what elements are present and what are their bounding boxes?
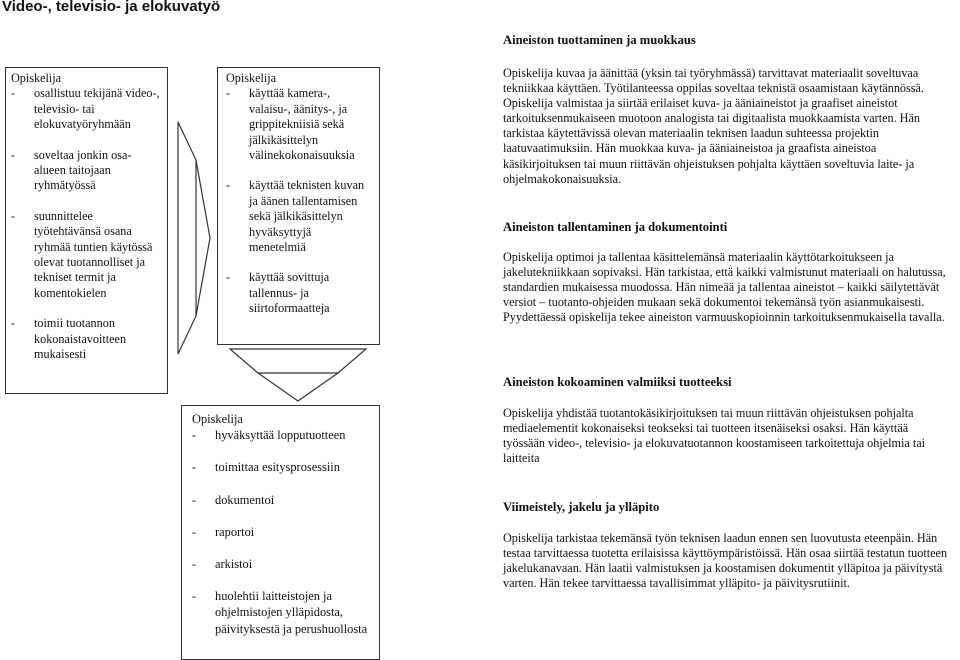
box-2-list: [226, 86, 371, 316]
box-3-heading: Opiskelija: [192, 412, 243, 426]
box-1-list: [11, 86, 162, 362]
section-heading-storage: Aineiston tallentaminen ja dokumentointi: [503, 220, 728, 234]
list-item: - huolehtii laitteistojen ja ohjelmistojen ylläpidosta, päivityksestä ja perushuollosta: [192, 588, 369, 637]
list-item: - toimittaa esitysprosessiin: [192, 459, 369, 475]
arrow-down-icon: [228, 347, 368, 403]
section-text-assembly: Opiskelija yhdistää tuotantokäsikirjoituksen tai muun riittävän ohjeistuksen pohjalta mediaelementit kokonaiseksi teokseksi tai tuotteen itsenäiseksi osaksi. Hän käyttää työssään video-, televisio- ja elokuvatuotannon koostamiseen tarkoitettuja ohjelmia tai laitteita: [503, 406, 926, 466]
section-text-finishing: Opiskelija tarkistaa tekemänsä työn teknisen laadun ennen sen luovutusta eteenpäin. Hän testaa tarvittaessa tuotetta erilaisissa käyttöympäristöissä. Hän osaa siirtää testatun tuotteen jakelukanavaan. Hän laatii valmistuksen ja koostamisen dokumentit ylläpitoa ja päivitystä varten. Hän tekee tarvittaessa tavallisimmat ylläpito- ja päivitysrutiinit.: [503, 531, 948, 591]
list-item: - raportoi: [192, 524, 369, 540]
arrow-right-icon: [176, 120, 212, 356]
box-3-list: [192, 427, 369, 637]
box-1-heading: Opiskelija: [11, 71, 62, 85]
list-item: - arkistoi: [192, 556, 369, 572]
list-item: - hyväksyttää lopputuotteen: [192, 427, 369, 443]
section-heading-assembly: Aineiston kokoaminen valmiiksi tuotteeksi: [503, 375, 732, 389]
list-item: - käyttää kamera-, valaisu-, äänitys-, ja grippitekniisiä sekä jälkikäsittelyn välinekokonaisuuksia: [226, 86, 371, 163]
page-title: Video-, televisio- ja elokuvatyö: [2, 0, 221, 15]
section-heading-production: Aineiston tuottaminen ja muokkaus: [503, 33, 696, 47]
list-item: - osallistuu tekijänä video-, televisio- tai elokuvatyöryhmään: [11, 86, 162, 132]
section-text-production: Opiskelija kuvaa ja äänittää (yksin tai työryhmässä) tarvittavat materiaalit soveltuvaa tekniikkaa käyttäen. Työtilanteessa oppilas soveltaa teknistä osaamistaan käytännössä. Opiskelija valmistaa ja siirtää erilaiset kuva- ja ääniaineistot ja graafiset aineistot tarkoituksenmukaiseen muotoon analogista tai digitaalista muokkaamista varten. Hän tarkistaa käytettävissä olevan materiaalin teknisen laadun suhteessa projektin laatuvaatimuksiin. Hän muokkaa kuva- ja ääniaineistoa ja graafista aineistoa käsikirjoituksen tai muun riittävän ohjeistuksen pohjalta käyttäen soveltuvia laite- ja ohjelmakokonaisuuksia.: [503, 66, 924, 186]
box-2-heading: Opiskelija: [226, 71, 277, 85]
list-item: - dokumentoi: [192, 492, 369, 508]
list-item: - suunnittelee työtehtävänsä osana ryhmää tuntien käytössä olevat tuotannolliset ja tekniset termit ja komentokielen: [11, 209, 162, 301]
section-text-storage: Opiskelija optimoi ja tallentaa käsittelemänsä materiaalin käyttötarkoitukseen ja jakelutekniikkaan sopivaksi. Hän tarkistaa, että kaikki valmistunut materiaali on halutussa, standardien mukaisessa muodossa. Hän nimeää ja tallentaa aineistot – kaikki säilytettävät versiot – tuotanto-ohjeiden mukaan sekä dokumentoi tekemänsä työn asianmukaisesti. Pyydettäessä opiskelija tekee aineiston varmuuskopioinnin tarkoituksenmukaisella tavalla.: [503, 250, 946, 325]
list-item: - toimii tuotannon kokonaistavoitteen mukaisesti: [11, 316, 162, 362]
competence-box-1: [5, 67, 168, 394]
list-item: - käyttää sovittuja tallennus- ja siirtoformaatteja: [226, 270, 371, 316]
section-heading-finishing: Viimeistely, jakelu ja ylläpito: [503, 500, 660, 514]
list-item: - käyttää teknisten kuvan ja äänen tallentamisen sekä jälkikäsittelyn hyväksyttyjä menetelmiä: [226, 178, 371, 255]
competence-box-3: [181, 405, 380, 660]
competence-box-2: [217, 67, 380, 345]
list-item: - soveltaa jonkin osa-alueen taitojaan ryhmätyössä: [11, 148, 162, 194]
